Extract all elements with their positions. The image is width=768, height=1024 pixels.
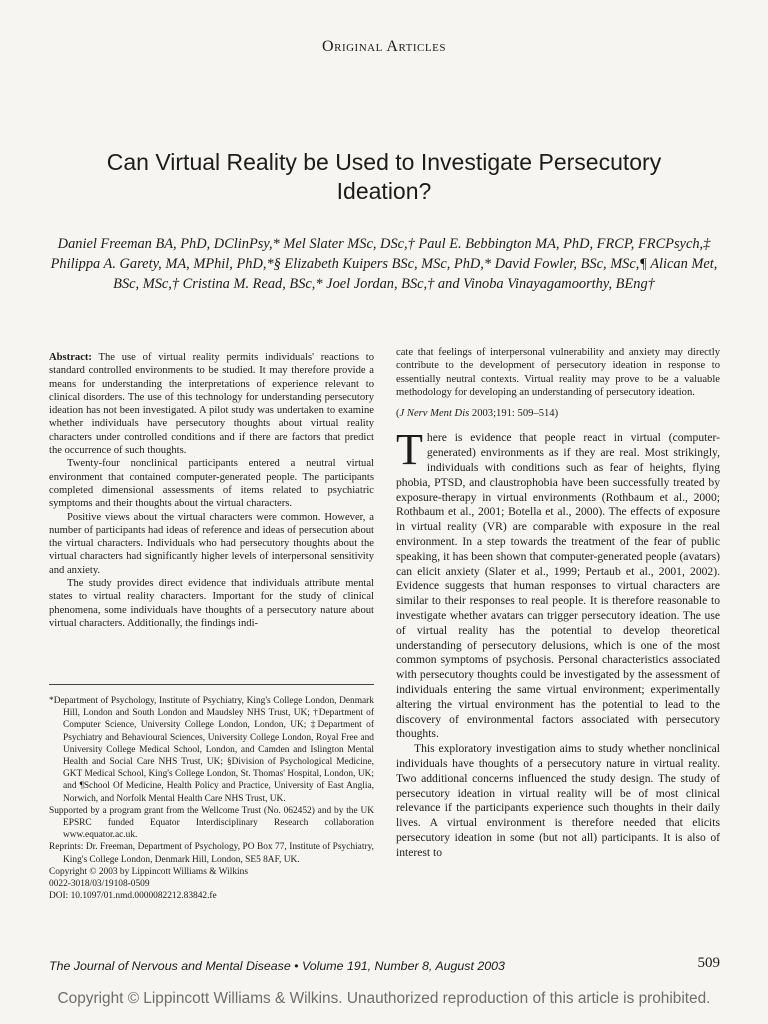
article-title: Can Virtual Reality be Used to Investigate Persecutory Ideation? <box>106 149 662 204</box>
section-label: Original Articles <box>322 38 446 55</box>
right-column <box>396 346 720 861</box>
abstract-label: Abstract: <box>49 352 92 363</box>
abstract-continuation: cate that feelings of interpersonal vulnerability and anxiety may directly contribute to the development of persecutory ideation in response to essentially neutral contexts. Virtual reality may prove to be a valuable methodology for developing an understanding of persecutory ideation. <box>396 347 720 398</box>
abstract-paragraph-3: Positive views about the virtual characters were common. However, a number of participants had ideas of reference and ideas of persecution about the virtual characters. Individuals who had persecutory thoughts about the virtual characters had significantly higher levels of interpersonal sensitivity and anxiety. <box>49 511 374 576</box>
abstract-paragraph-1 <box>49 351 374 457</box>
footnote-affiliations: *Department of Psychology, Institute of Psychiatry, King's College London, Denmark Hill, London and South London and Maudsley NHS Trust, UK; †Department of Computer Science, University College London, London, UK; ‡Department of Psychiatry and Behavioural Sciences, University College London, Royal Free and University College Medical School, London, and Camden and Islington Mental Health and Social Care NHS Trust, UK; §Division of Psychological Medicine, GKT Medical School, King's College London, St. Thomas' Hospital, London, UK; and ¶School Of Medicine, Health Policy and Practice, University of East Anglia, Norwich, and Norfolk Mental Health Care NHS Trust, UK. <box>49 696 374 804</box>
footnote-copyright: Copyright © 2003 by Lippincott Williams & Wilkins <box>49 866 248 877</box>
citation-details: 2003;191: 509–514) <box>469 408 559 420</box>
copyright-notice: Copyright © Lippincott Williams & Wilkins. Unauthorized reproduction of this article is prohibited. <box>57 990 711 1007</box>
abstract-text-1: The use of virtual reality permits individuals' reactions to standard controlled environments to be studied. It may therefore provide a means for understanding the interpretations of experience relevant to clinical disorders. The use of this technology for understanding persecutory ideation has not been investigated. A pilot study was undertaken to examine whether individuals have persecutory thoughts about virtual reality characters under controlled conditions and if there are factors that predict the occurrence of such thoughts. <box>49 352 374 457</box>
body-text <box>396 425 720 860</box>
author-list: Daniel Freeman BA, PhD, DClinPsy,* Mel Slater MSc, DSc,† Paul E. Bebbington MA, PhD, FRCP, FRCPsych,‡ Philippa A. Garety, MA, MPhil, PhD,*§ Elizabeth Kuipers BSc, MSc, PhD,* David Fowler, BSc, MSc,¶ Alican Met, BSc, MSc,† Cristina M. Read, BSc,* Joel Jordan, BSc,† and Vinoba Vinayagamoorthy, BEng† <box>50 236 718 292</box>
footnote-issn: 0022-3018/03/19108-0509 <box>49 879 150 890</box>
body-paragraph-1 <box>396 425 720 742</box>
abstract-paragraph-4: The study provides direct evidence that individuals attribute mental states to virtual reality characters. Important for the study of clinical phenomena, some individuals have thoughts of a persecutory nature about virtual characters. Additionally, the findings indi- <box>49 578 374 629</box>
footnote-divider <box>49 684 374 685</box>
footnote-reprints: Reprints: Dr. Freeman, Department of Psychology, PO Box 77, Institute of Psychiatry, King's College London, Denmark Hill, London, SE5 8AF, UK. <box>49 842 374 865</box>
drop-cap: T <box>396 425 423 475</box>
footer-journal-info: The Journal of Nervous and Mental Disease • Volume 191, Number 8, August 2003 <box>49 959 505 973</box>
body-paragraph-2: This exploratory investigation aims to study whether nonclinical individuals have thoughts of a persecutory nature in virtual reality. Two additional concerns influenced the study design. The study of persecutory ideation in virtual reality will be of most clinical relevance if the participants experience such thoughts in their daily lives. A virtual environment is therefore needed that elicits persecutory ideation in some (but not all) participants. It is also of interest to <box>396 742 720 859</box>
body-text-1: here is evidence that people react in virtual (computer-generated) environments as if they are real. Most strikingly, individuals with conditions such as fear of heights, flying phobia, PTSD, and claustrophobia have been successfully treated by exposure-therapy in virtual environments (Rothbaum et al., 2000; Rothbaum et al., 2001; Botella et al., 2000). The effects of exposure in virtual reality (VR) are comparable with exposure in the real environment. In a step towards the treatment of the fear of public speaking, it has been shown that computer-generated people (avatars) can elicit anxiety (Slater et al., 1999; Pertaub et al., 2001, 2002). Evidence suggests that human responses to virtual characters are similar to their responses to real people. It is therefore reasonable to investigate whether avatars can trigger persecutory ideation. The use of virtual reality has the potential to develop theoretical understanding of persecutory delusions, which is one of the most common symptoms of psychosis. Personal characteristics associated with persecutory thoughts could be investigated by the assessment of individuals entering the same virtual environment; experimentally altering the virtual environment has the potential to lead to the discovery of environmental factors associated with persecutory thoughts. <box>396 431 720 741</box>
abstract-citation: (J Nerv Ment Dis 2003;191: 509–514) <box>396 408 559 420</box>
footnote-support: Supported by a program grant from the Wellcome Trust (No. 062452) and by the UK EPSRC funded Equator Interdisciplinary Research collaboration www.equator.ac.uk. <box>49 805 374 841</box>
page-number: 509 <box>697 955 720 971</box>
footnotes <box>49 695 374 902</box>
footnote-doi: DOI: 10.1097/01.nmd.0000082212.83842.fe <box>49 891 217 902</box>
citation-journal: J Nerv Ment Dis <box>399 408 470 420</box>
abstract-paragraph-2: Twenty-four nonclinical participants entered a neutral virtual environment that contained computer-generated people. The participants completed dimensional assessments of items related to psychiatric symptoms and their thoughts about the virtual characters. <box>49 458 374 510</box>
abstract <box>49 351 374 630</box>
